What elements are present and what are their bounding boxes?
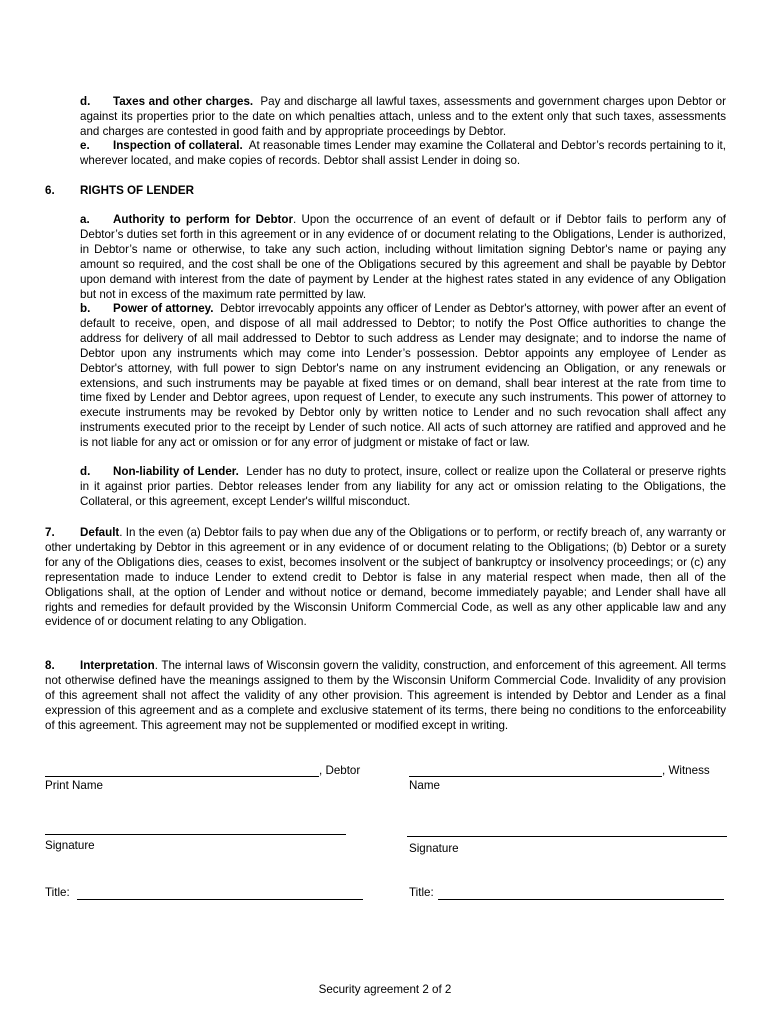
section-6-heading (45, 183, 194, 198)
section-title: RIGHTS OF LENDER (80, 184, 195, 197)
clause-6b (80, 302, 726, 451)
debtor-name-line[interactable] (45, 776, 319, 777)
section-text: . The internal laws of Wisconsin govern the validity, construction, and enforcement of this agreement. All terms not otherwise defined have the meanings assigned to them by the Wisconsin Uniform Commercial Code. Invalidity of any provision of this agreement shall not affect the validity of any other provision. This agreement is intended by Debtor and Lender as a final expression of this agreement and as a complete and exclusive statement of its terms, there being no conditions to the enforceability of this agreement. This agreement may not be supplemented or modified except in writing. (45, 659, 726, 732)
clause-label: e. (80, 139, 90, 152)
clause-title: Power of attorney. (113, 302, 214, 315)
witness-signature-line[interactable] (407, 836, 727, 837)
clause-title: Inspection of collateral. (113, 139, 243, 152)
witness-suffix: , Witness (662, 764, 710, 777)
clause-5e (80, 139, 726, 169)
debtor-signature-line[interactable] (45, 834, 346, 835)
clause-text: Debtor irrevocably appoints any officer of Lender as Debtor's attorney, with power after an event of default to receive, open, and dispose of all mail addressed to Debtor; to notify the Post Office authorities to change the address for delivery of all mail addressed to Debtor to such address as Lender may designate; and to indorse the name of Debtor upon any instruments which may come into Lender’s possession. Debtor appoints any employee of Lender as Debtor's attorney, with full power to sign Debtor's name on any instrument evidencing an Obligation, or any renewals or extensions, and such instruments may be payable at fixed times or on demand, shall bear interest at the rate from time to time fixed by Lender and Debtor agrees, upon request of Lender, to execute any such instruments. This power of attorney to execute instruments may be revoked by Debtor only by written notice to Lender and no such revocation shall affect any instruments executed prior to the receipt by Lender of such notice. All acts of such attorney are ratified and approved and he is not liable for any act or omission or for any error of judgment or mistake of fact or law. (80, 302, 727, 450)
signature-label-left: Signature (45, 839, 95, 852)
print-name-label: Print Name (45, 779, 103, 792)
page-footer: Security agreement 2 of 2 (318, 983, 452, 996)
witness-name-line[interactable] (409, 776, 662, 777)
clause-6d (80, 465, 726, 510)
clause-title: Taxes and other charges. (113, 95, 254, 108)
section-number: 8. (45, 659, 55, 672)
clause-text: Lender has no duty to protect, insure, collect or realize upon the Collateral or preserve rights in it against prior parties. Debtor releases lender from any liability for any act or omission relating to the Obligations, the Collateral, or this agreement, except Lender's willful misconduct. (80, 465, 726, 508)
name-label: Name (409, 779, 440, 792)
signature-label-right: Signature (409, 842, 459, 855)
debtor-title-line[interactable] (77, 899, 363, 900)
clause-text: Pay and discharge all lawful taxes, assessments and government charges upon Debtor or against its properties prior to the date on which penalties attach, unless and to the extent only that such taxes, assessments and charges are contested in good faith and by appropriate proceedings by Debtor. (80, 95, 726, 138)
clause-label: d. (80, 465, 91, 478)
clause-title: Non-liability of Lender. (113, 465, 239, 478)
clause-text: . Upon the occurrence of an event of default or if Debtor fails to perform any of Debtor’s duties set forth in this agreement or in any evidence of or document relating to the Obligations, Lender is authorized, in Debtor’s name or otherwise, to take any such action, including without limitation signing Debtor's name or paying any amount so required, and the cost shall be one of the Obligations secured by this agreement and shall be payable by Debtor upon demand with interest from the date of payment by Lender at the highest rates stated in any evidence of any Obligation but not in excess of the maximum rate permitted by law. (80, 213, 726, 301)
section-title: Default (80, 526, 120, 539)
section-text: . In the even (a) Debtor fails to pay when due any of the Obligations or to perform, or rectify breach of, any warranty or other undertaking by Debtor in this agreement or in any evidence of or document relating to the Obligations; (b) Debtor or a surety for any of the Obligations dies, ceases to exist, becomes insolvent or the subject of bankruptcy or insolvency proceedings; or (c) any representation made to induce Lender to extend credit to Debtor is false in any material respect when made, then all of the Obligations shall, at the option of Lender and without notice or demand, become immediately payable; and Lender shall have all rights and remedies for default provided by the Wisconsin Uniform Commercial Code, as well as any other applicable law and any evidence of or document relating to any Obligation. (45, 526, 726, 629)
clause-title: Authority to perform for Debtor (113, 213, 293, 226)
witness-title-line[interactable] (438, 899, 724, 900)
title-label-right: Title: (409, 886, 434, 899)
section-7 (45, 526, 726, 630)
title-label-left: Title: (45, 886, 70, 899)
clause-5d (80, 95, 726, 140)
clause-text: At reasonable times Lender may examine the Collateral and Debtor’s records pertaining to it, wherever located, and make copies of records. Debtor shall assist Lender in doing so. (80, 139, 726, 167)
section-number: 7. (45, 526, 55, 539)
section-number: 6. (45, 184, 55, 197)
section-title: Interpretation (80, 659, 155, 672)
section-8 (45, 659, 726, 734)
clause-label: b. (80, 302, 91, 315)
debtor-suffix: , Debtor (319, 764, 361, 777)
clause-label: d. (80, 95, 91, 108)
clause-6a (80, 213, 726, 302)
clause-label: a. (80, 213, 90, 226)
